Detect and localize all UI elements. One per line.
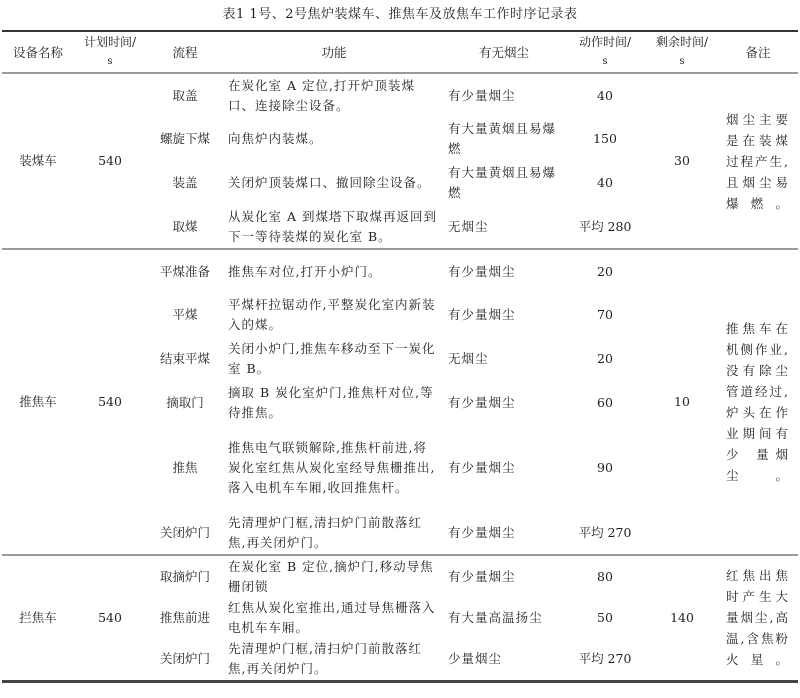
remain-time: 10 — [646, 249, 718, 555]
header-action-time: 动作时间/ s — [564, 31, 646, 73]
header-process: 流程 — [146, 31, 224, 73]
device-name: 拦焦车 — [2, 555, 74, 681]
action-time: 40 — [597, 87, 613, 103]
function: 摘取 B 炭化室炉门,推焦杆对位,等待推焦。 — [228, 385, 434, 420]
header-device: 设备名称 — [2, 31, 74, 73]
dust-status: 有少量烟尘 — [448, 395, 516, 410]
action-time: 150 — [593, 131, 617, 146]
process: 装盖 — [172, 175, 198, 190]
process: 推焦 — [172, 460, 198, 475]
function: 在炭化室 A 定位,打开炉顶装煤口、连接除尘设备。 — [228, 77, 415, 113]
dust-status: 无烟尘 — [444, 205, 564, 249]
function: 关闭炉顶装煤口、撤回除尘设备。 — [228, 175, 431, 190]
process: 摘取门 — [166, 395, 204, 410]
remark: 烟尘主要是在装煤过程产生,且烟尘易爆燃。 — [718, 73, 798, 249]
action-time: 80 — [597, 568, 613, 584]
process: 平煤准备 — [159, 263, 210, 279]
table-row — [2, 73, 798, 117]
function: 推焦电气联锁解除,推焦杆前进,将炭化室红焦从炭化室经导焦栅推出,落入电机车车厢,收回推焦杆。 — [228, 440, 436, 495]
function: 在炭化室 B 定位,摘炉门,移动导焦栅闭锁 — [228, 558, 434, 594]
process: 平煤 — [172, 307, 198, 322]
header-remain-time: 剩余时间/ s — [646, 31, 718, 73]
process: 关闭炉门 — [146, 511, 224, 555]
header-remark: 备注 — [718, 31, 798, 73]
action-time: 20 — [597, 263, 613, 279]
remain-time: 30 — [646, 73, 718, 249]
device-name: 推焦车 — [2, 249, 74, 555]
plan-time: 540 — [74, 555, 146, 681]
dust-status: 有大量黄烟且易爆燃 — [448, 165, 557, 200]
table-row — [2, 555, 798, 597]
action-time: 20 — [597, 351, 613, 366]
action-time: 90 — [597, 460, 613, 475]
process: 取煤 — [146, 205, 224, 249]
dust-status: 有少量烟尘 — [444, 511, 564, 555]
table-caption: 表1 1号、2号焦炉装煤车、推焦车及放焦车工作时序记录表 — [222, 7, 578, 22]
action-time: 平均 270 — [564, 511, 646, 555]
table-row — [2, 249, 798, 293]
action-time: 70 — [597, 307, 613, 322]
function: 关闭小炉门,推焦车移动至下一炭化室 B。 — [228, 341, 436, 376]
action-time: 平均 270 — [564, 639, 646, 681]
function: 向焦炉内装煤。 — [228, 131, 323, 146]
process: 螺旋下煤 — [159, 131, 210, 146]
dust-status: 有少量烟尘 — [448, 263, 516, 279]
work-sequence-table — [2, 30, 798, 683]
action-time: 40 — [597, 175, 613, 190]
process: 推焦前进 — [159, 610, 210, 625]
remark: 推焦车在机侧作业,没有除尘管道经过,炉头在作业期间有少 量烟尘。 — [718, 249, 798, 555]
dust-status: 少量烟尘 — [444, 639, 564, 681]
function: 平煤杆拉锯动作,平整炭化室内新装入的煤。 — [228, 297, 436, 332]
plan-time: 540 — [74, 249, 146, 555]
dust-status: 有少量烟尘 — [448, 307, 516, 322]
process: 结束平煤 — [159, 351, 210, 366]
function: 从炭化室 A 到煤塔下取煤再返回到下一等待装煤的炭化室 B。 — [224, 205, 444, 249]
header-row — [2, 31, 798, 73]
header-function: 功能 — [224, 31, 444, 73]
header-plan-time: 计划时间/ s — [74, 31, 146, 73]
action-time: 50 — [597, 610, 613, 625]
remain-time: 140 — [646, 555, 718, 681]
process: 取摘炉门 — [159, 568, 210, 584]
process: 取盖 — [172, 87, 198, 103]
remark: 红焦出焦时产生大量烟尘,高温,含焦粉火星。 — [718, 555, 798, 681]
process: 关闭炉门 — [146, 639, 224, 681]
dust-status: 无烟尘 — [448, 351, 489, 366]
action-time: 60 — [597, 395, 613, 410]
function: 先清理炉门框,清扫炉门前散落红焦,再关闭炉门。 — [224, 511, 444, 555]
header-dust: 有无烟尘 — [444, 31, 564, 73]
dust-status: 有大量黄烟且易爆燃 — [448, 121, 557, 156]
action-time: 平均 280 — [564, 205, 646, 249]
dust-status: 有少量烟尘 — [448, 87, 516, 103]
device-name: 装煤车 — [2, 73, 74, 249]
function: 先清理炉门框,清扫炉门前散落红焦,再关闭炉门。 — [224, 639, 444, 681]
function: 红焦从炭化室推出,通过导焦栅落入电机车车厢。 — [228, 600, 436, 635]
dust-status: 有少量烟尘 — [448, 568, 516, 584]
plan-time: 540 — [74, 73, 146, 249]
dust-status: 有大量高温扬尘 — [448, 610, 543, 625]
function: 推焦车对位,打开小炉门。 — [228, 263, 382, 279]
dust-status: 有少量烟尘 — [448, 460, 516, 475]
